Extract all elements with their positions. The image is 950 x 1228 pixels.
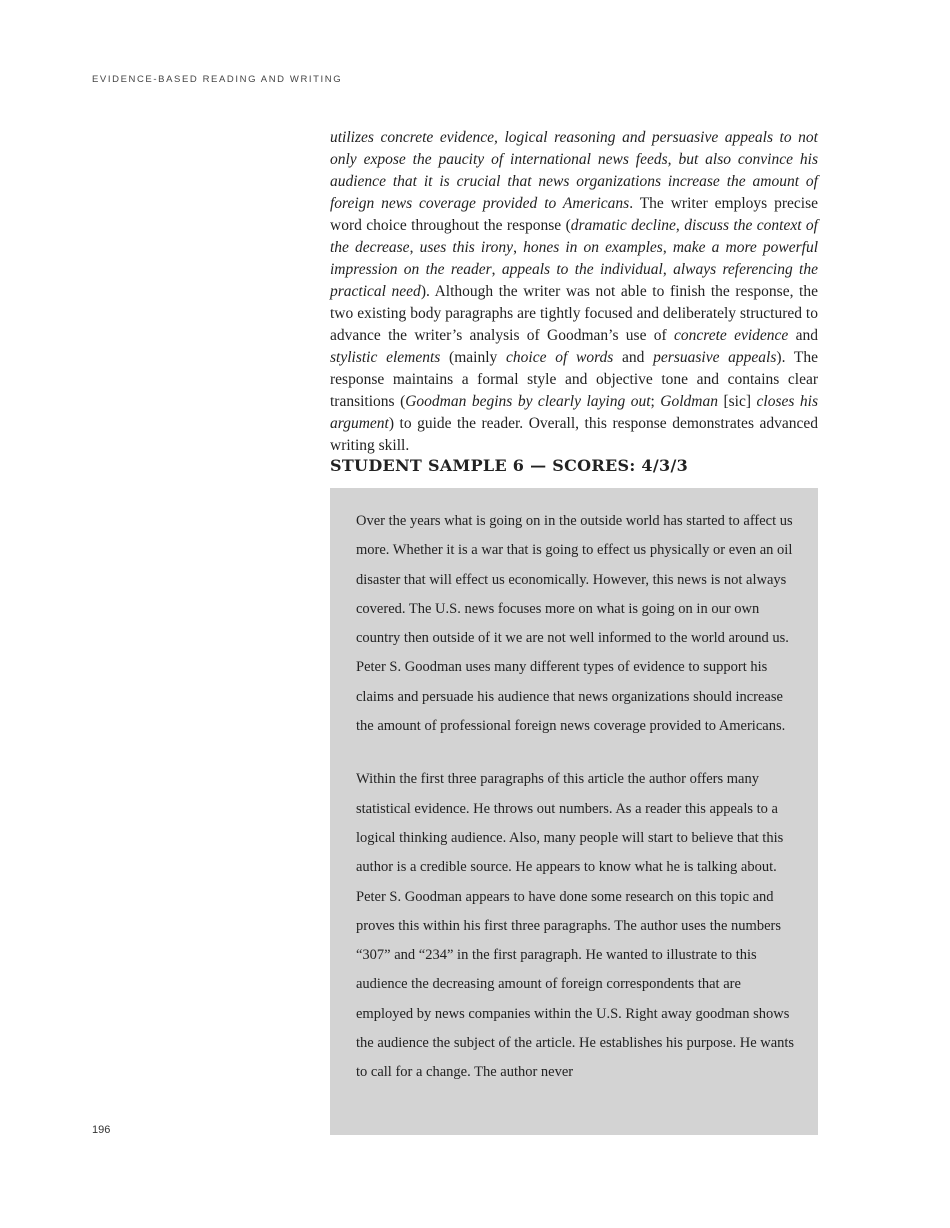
student-sample-heading: STUDENT SAMPLE 6 — SCORES: 4/3/3 <box>330 456 689 475</box>
student-sample-box <box>330 488 818 1135</box>
commentary-italic-run: persuasive appeals <box>653 349 777 366</box>
commentary-text-run: . The writer employs precise word choice throughout the response ( <box>330 195 818 234</box>
scoring-commentary <box>330 127 818 457</box>
commentary-italic-run: choice of words <box>506 349 614 366</box>
commentary-text-run: ) to guide the reader. Overall, this response demonstrates advanced writing skill. <box>330 415 818 454</box>
commentary-italic-run: closes his argument <box>330 393 818 432</box>
commentary-text-run: ). The response maintains a formal style and objective tone and contains clear transitions ( <box>330 349 818 410</box>
running-header: EVIDENCE-BASED READING AND WRITING <box>92 74 343 85</box>
commentary-italic-run: make a more powerful impression on the reader <box>330 239 819 278</box>
commentary-italic-run: Goodman begins by clearly laying out <box>405 393 651 410</box>
commentary-italic-run: discuss the context of the decrease <box>330 217 818 256</box>
commentary-text-run: , <box>662 261 674 278</box>
commentary-text-run: , <box>675 217 685 234</box>
commentary-text-run: , <box>662 239 673 256</box>
commentary-italic-run: dramatic decline <box>570 217 676 234</box>
commentary-italic-run: utilizes concrete evidence, logical reasoning and persuasive appeals to not only expose the paucity of international news feeds, but also convince his audience that it is crucial that news organizations increase the amount of foreign news coverage provided to Americans <box>330 129 818 212</box>
commentary-italic-run: always referencing the practical need <box>330 261 818 300</box>
sample-paragraph-2: Within the first three paragraphs of this article the author offers many statistical evidence. He throws out numbers. As a reader this appeals to a logical thinking audience. Also, many people will start to believe that this author is a credible source. He appears to know what he is talking about. Peter S. Goodman appears to have done some research on this topic and proves this within his first three paragraphs. The author uses the numbers “307” and “234” in the first paragraph. He wanted to illustrate to this audience the decreasing amount of foreign correspondents that are employed by news companies within the U.S. Right away goodman shows the audience the subject of the article. He establishes his purpose. He wants to call for a change. The author never <box>356 771 795 1081</box>
commentary-text-run: , <box>491 261 502 278</box>
commentary-text-run: and <box>788 327 818 344</box>
commentary-italic-run: stylistic elements <box>330 349 441 366</box>
commentary-text-run: and <box>613 349 654 366</box>
commentary-italic-run: appeals to the individual <box>501 261 663 278</box>
commentary-text-run: [sic] <box>718 393 757 410</box>
commentary-italic-run: Goldman <box>660 393 718 410</box>
commentary-italic-run: uses this irony <box>419 239 514 256</box>
commentary-text-run: (mainly <box>440 349 507 366</box>
commentary-text-run: ). Although the writer was not able to finish the response, the two existing body paragraphs are tightly focused and deliberately structured to advance the writer’s analysis of Goodman’s use of <box>330 283 818 344</box>
commentary-italic-run: hones in on examples <box>523 239 663 256</box>
commentary-text-run: ; <box>650 393 661 410</box>
commentary-text-run: , <box>409 239 420 256</box>
sample-paragraph-1: Over the years what is going on in the outside world has started to affect us more. Whether it is a war that is going to effect us physically or even an oil disaster that will effect us economically. However, this news is not always covered. The U.S. news focuses more on what is going on in our own country then outside of it we are not well informed to the world around us. Peter S. Goodman uses many different types of evidence to support his claims and persuade his audience that news organizations should increase the amount of professional foreign news coverage provided to Americans. <box>356 513 793 735</box>
commentary-text-run: , <box>513 239 524 256</box>
commentary-italic-run: concrete evidence <box>673 327 789 344</box>
page-number: 196 <box>92 1124 111 1136</box>
